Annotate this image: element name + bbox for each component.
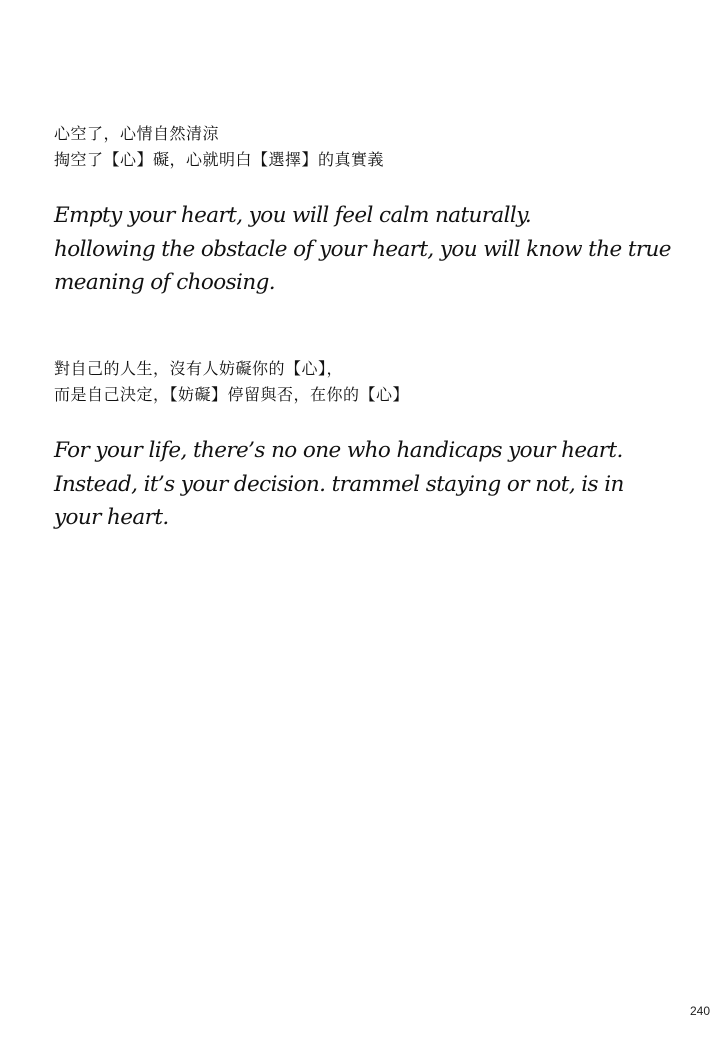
english-line: hollowing the obstacle of your heart, you will know the true meaning of choosing. — [54, 236, 671, 295]
english-line: Empty your heart, you will feel calm naturally. — [54, 203, 532, 228]
english-translation-1 — [54, 199, 674, 300]
chinese-verse-2 — [54, 356, 674, 408]
chinese-line: 掏空了【心】礙，心就明白【選擇】的真實義 — [54, 150, 385, 169]
english-line: For your life, there’s no one who handicaps your heart. — [54, 438, 623, 463]
chinese-verse-1 — [54, 121, 674, 173]
english-translation-2 — [54, 434, 674, 535]
chinese-line: 心空了，心情自然清涼 — [54, 124, 220, 143]
chinese-line: 而是自己決定，【妨礙】停留與否，在你的【心】 — [54, 385, 410, 404]
english-line: Instead, it’s your decision. trammel staying or not, is in your heart. — [54, 471, 624, 530]
page-number: 240 — [689, 1004, 710, 1018]
chinese-line: 對自己的人生，沒有人妨礙你的【心】， — [54, 359, 344, 378]
